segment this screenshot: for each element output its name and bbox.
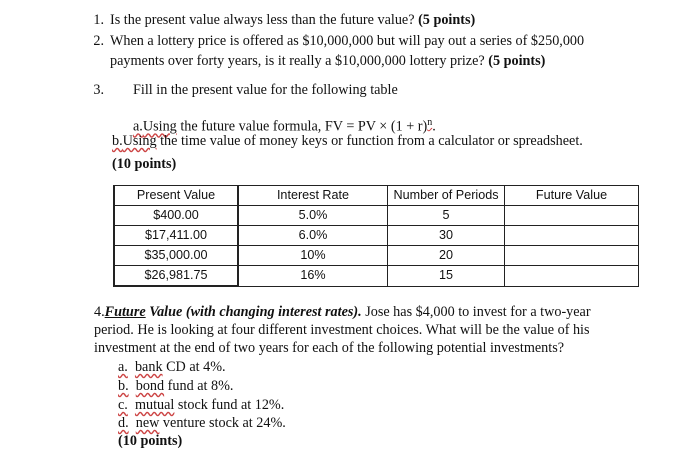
q2-line2-text: payments over forty years, is it really a $10,000,000 lottery prize? xyxy=(110,53,485,69)
cell-future-value xyxy=(505,206,639,226)
cell-present-value: $35,000.00 xyxy=(114,246,238,266)
q3-a-exponent: n xyxy=(427,117,433,128)
q3-a-underlined: Using xyxy=(142,118,177,135)
item-word: mutual xyxy=(134,397,175,413)
cell-periods: 30 xyxy=(388,226,505,246)
cell-interest-rate: 6.0% xyxy=(238,226,388,246)
item-word: new xyxy=(135,415,160,431)
q3-number: 3. xyxy=(93,82,104,98)
q4-title-first-word: Future xyxy=(104,304,146,320)
item-letter: a. xyxy=(118,359,128,375)
cell-present-value: $400.00 xyxy=(114,206,238,226)
cell-future-value xyxy=(505,266,639,287)
cell-interest-rate: 5.0% xyxy=(238,206,388,226)
item-letter: d. xyxy=(118,415,129,431)
q3-b-underlined: Using xyxy=(122,133,157,149)
q4-number: 4. xyxy=(94,304,105,320)
table-row xyxy=(114,246,639,266)
header-present-value: Present Value xyxy=(114,186,238,206)
q2-line1: When a lottery price is offered as $10,000,000 but will pay out a series of $250,000 xyxy=(110,33,585,49)
q3-a-end: . xyxy=(432,118,436,135)
table-row xyxy=(114,206,639,226)
item-letter: b. xyxy=(118,378,129,394)
header-number-of-periods: Number of Periods xyxy=(388,186,505,206)
cell-future-value xyxy=(505,226,639,246)
item-word: bank xyxy=(134,359,163,375)
table-header-row xyxy=(114,186,639,206)
item-rest: fund at 8%. xyxy=(164,378,234,394)
q2-number: 2. xyxy=(93,33,104,49)
q4-points: (10 points) xyxy=(118,433,183,449)
q1-number: 1. xyxy=(93,12,104,28)
cell-periods: 20 xyxy=(388,246,505,266)
q4-title-rest: Value (with changing interest rates). xyxy=(145,304,362,320)
q4-line1 xyxy=(94,303,591,322)
header-interest-rate: Interest Rate xyxy=(238,186,388,206)
table-row xyxy=(114,226,639,246)
cell-present-value: $17,411.00 xyxy=(114,226,238,246)
q3-text: Fill in the present value for the following table xyxy=(133,82,398,98)
item-rest: stock fund at 12%. xyxy=(174,397,285,413)
cell-interest-rate: 10% xyxy=(238,246,388,266)
cell-periods: 15 xyxy=(388,266,505,287)
q3-a-letter: a. xyxy=(133,118,143,135)
q4-item-b xyxy=(118,377,233,396)
cell-periods: 5 xyxy=(388,206,505,226)
item-rest: venture stock at 24%. xyxy=(159,415,286,431)
q2-line2 xyxy=(110,52,545,71)
q4-line2: period. He is looking at four different investment choices. What will be the value of his xyxy=(94,322,590,338)
header-future-value: Future Value xyxy=(505,186,639,206)
q3-a-text: the future value formula, FV = PV × (1 + r) xyxy=(176,118,428,135)
item-word: bond xyxy=(135,378,165,394)
q2-points: (5 points) xyxy=(488,53,546,69)
cell-interest-rate: 16% xyxy=(238,266,388,287)
future-value-table xyxy=(113,185,639,287)
item-rest: CD at 4%. xyxy=(162,359,226,375)
q4-line3: investment at the end of two years for each of the following potential investments? xyxy=(94,340,565,356)
q1-question: Is the present value always less than the future value? xyxy=(110,12,415,28)
q4-item-d xyxy=(118,414,286,433)
q3-part-b xyxy=(112,132,583,151)
q4-item-c xyxy=(118,396,284,415)
q1-text xyxy=(110,11,475,30)
table-row xyxy=(114,266,639,287)
q4-item-a xyxy=(118,358,226,377)
q1-points: (5 points) xyxy=(418,12,476,28)
q3-b-text: the time value of money keys or function from a calculator or spreadsheet. xyxy=(156,133,583,149)
cell-future-value xyxy=(505,246,639,266)
cell-present-value: $26,981.75 xyxy=(114,266,238,287)
q4-line1-text: Jose has $4,000 to invest for a two-year xyxy=(361,304,591,320)
q3-b-letter: b. xyxy=(112,133,123,149)
item-letter: c. xyxy=(118,397,128,413)
q3-points: (10 points) xyxy=(112,156,177,172)
